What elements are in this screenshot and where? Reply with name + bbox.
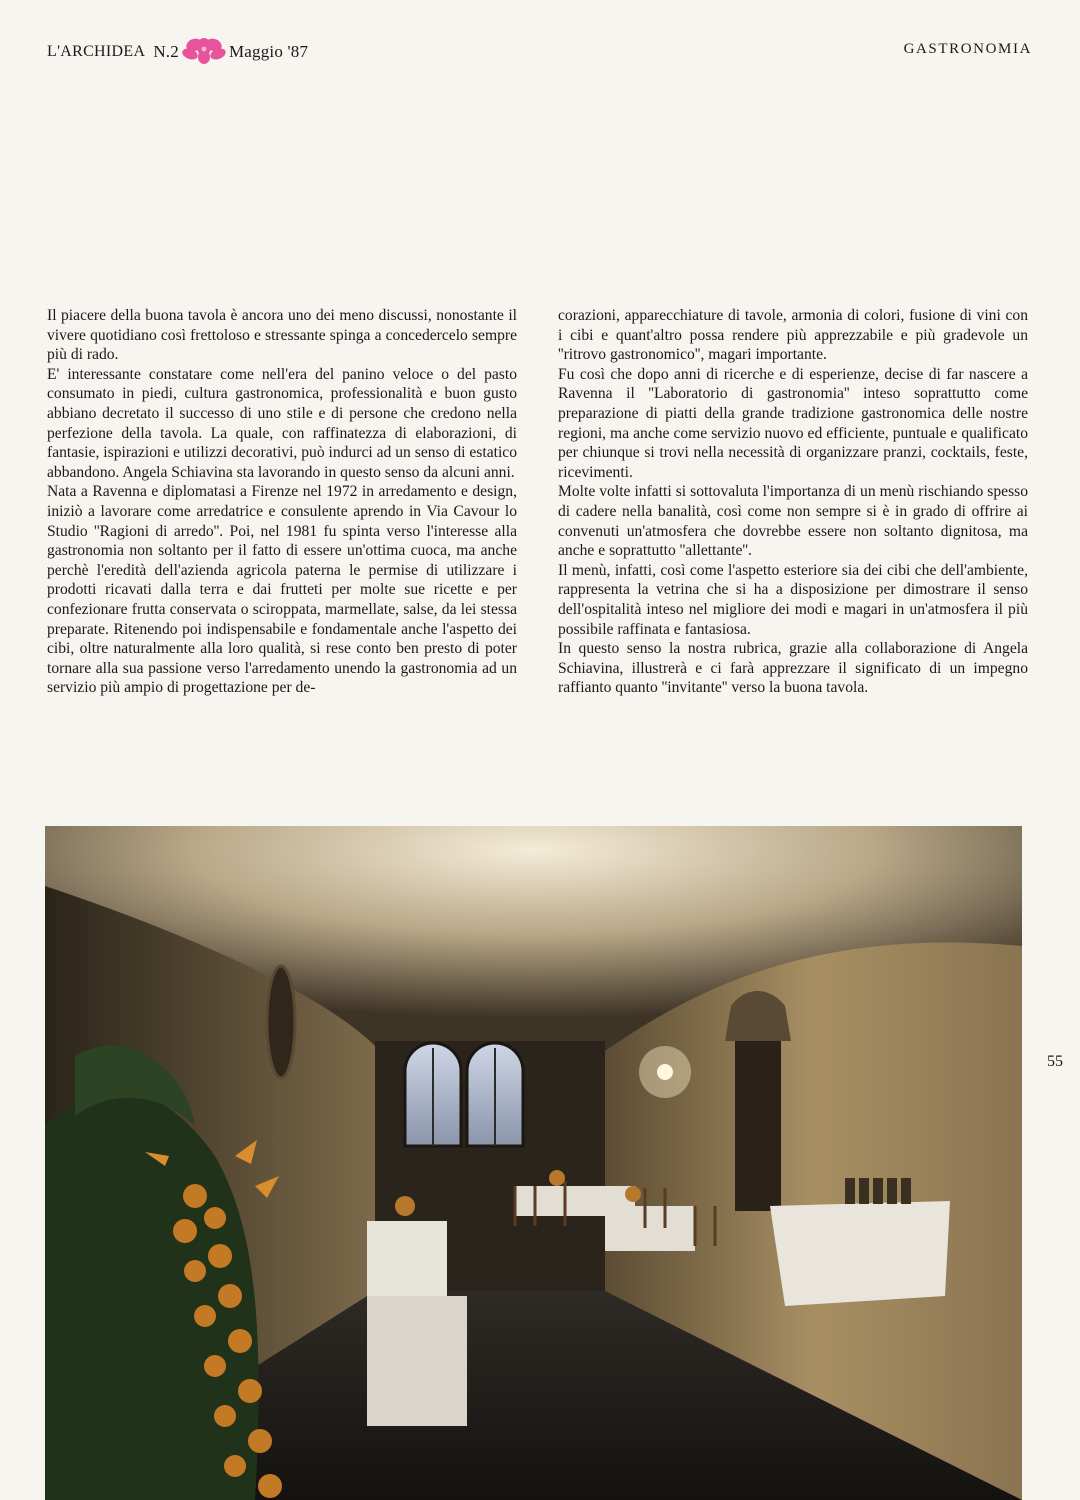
banquet-hall-photo — [45, 826, 1022, 1500]
page-header — [47, 33, 1032, 65]
paragraph: Il piacere della buona tavola è ancora uno dei meno discussi, nonostante il vivere quotidiano così frettoloso e stressante spinga a concedercelo sempre più di rado. — [47, 307, 517, 364]
issue-date: Maggio '87 — [228, 42, 309, 61]
paragraph: In questo senso la nostra rubrica, grazie alla collaborazione di Angela Schiavina, illustrerà e ci farà apprezzare il significato di un impegno raffianto quanto ''invitante'' verso la buona tavola. — [558, 640, 1028, 697]
article-column-left — [47, 306, 517, 698]
section-title: GASTRONOMIA — [903, 41, 1032, 57]
magazine-title: L'ARCHIDEA — [47, 43, 146, 60]
orchid-flower-icon — [181, 35, 227, 65]
article-column-right — [558, 306, 1028, 698]
paragraph: corazioni, apparecchiature di tavole, armonia di colori, fusione di vini con i cibi e quant'altro possa rendere più apprezzabile e più gradevole un ''ritrovo gastronomico'', magari importante. — [558, 307, 1028, 364]
issue-number: N.2 — [153, 42, 179, 61]
paragraph: Il menù, infatti, così come l'aspetto esteriore sia dei cibi che dell'ambiente, rappresenta la vetrina che si ha a disposizione per dimostrare il senso dell'ospitalità inteso nel migliore dei modi e magari in un'atmosfera il più possibile raffinata e fantasiosa. — [558, 561, 1028, 638]
paragraph: Molte volte infatti si sottovaluta l'importanza di un menù rischiando spesso di cadere nella banalità, così come non sempre si è in grado di offrire ai convenuti un'atmosfera che dovrebbe essere non soltanto dignitosa, ma anche e soprattutto ''allettante''. — [558, 483, 1028, 560]
page-number: 55 — [1047, 1053, 1063, 1070]
paragraph: Fu così che dopo anni di ricerche e di esperienze, decise di far nascere a Ravenna il ''Laboratorio di gastronomia'' inteso soprattutto come preparazione di piatti della grande tradizione gastronomica delle nostre regioni, ma anche come servizio nuovo ed efficiente, puntuale e qualificato per chiunque si trovi nella necessità di organizzare pranzi, cocktails, feste, ricevimenti. — [558, 365, 1028, 481]
paragraph: E' interessante constatare come nell'era del panino veloce o del pasto consumato in piedi, cultura gastronomica, professionalità e buon gusto abbiano decretato il successo di uno stile e di persone che credono nella perfezione della tavola. La quale, con raffinatezza di elaborazioni, di fantasie, ispirazioni e utilizzi decorativi, può indurci ad un senso di estatico abbandono. Angela Schiavina sta lavorando in questo senso da alcuni anni. — [47, 365, 517, 481]
paragraph: Nata a Ravenna e diplomatasi a Firenze nel 1972 in arredamento e design, iniziò a lavorare come arredatrice e consulente aprendo in Via Cavour lo Studio ''Ragioni di arredo''. Poi, nel 1981 fu spinta verso l'interesse alla gastronomia non soltanto per il fatto di essere un'ottima cuoca, ma anche perchè l'eredità dell'azienda agricola paterna le permise di utilizzare i prodotti ricavati dalla terra e dai frutteti per molte sue ricette e per confezionare frutta conservata o sciroppata, marmellate, salse, da lei stessa preparate. Ritenendo poi indispensabile e fondamentale anche l'aspetto dei cibi, oltre naturalmente alla loro qualità, si rese conto ben presto di poter tornare alla sua passione verso l'arredamento unendo la gastronomia ad un servizio più ampio di progettazione per de- — [47, 483, 517, 697]
masthead — [47, 37, 308, 67]
